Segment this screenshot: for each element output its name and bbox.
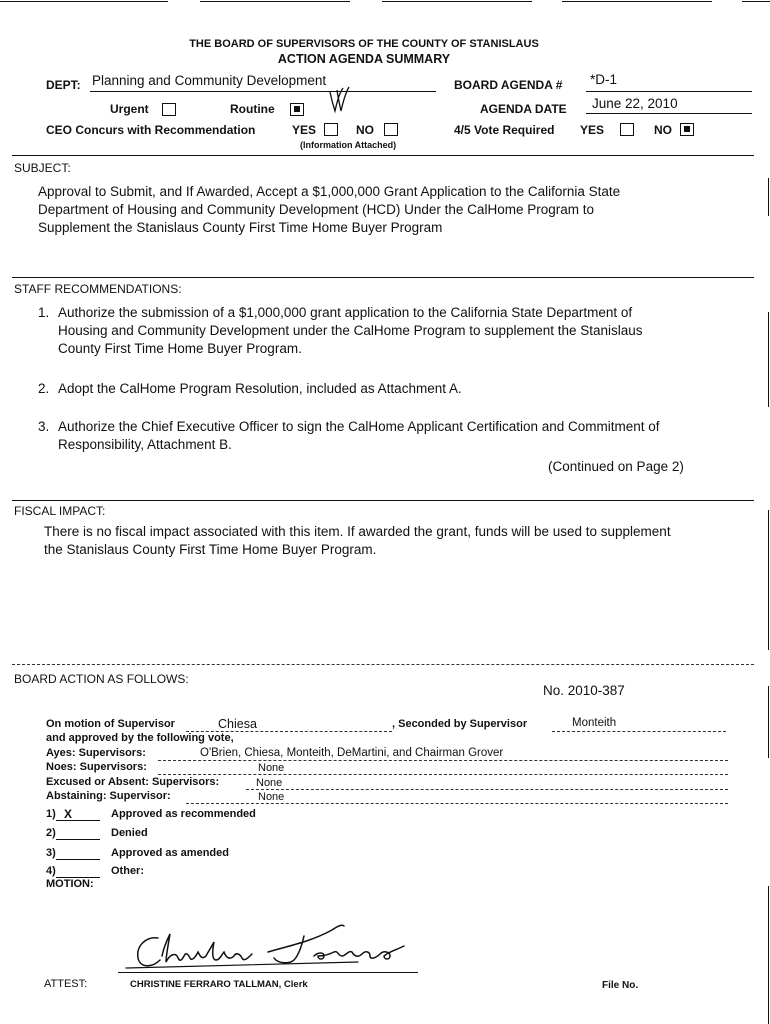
- margin-mark-3: [768, 510, 769, 650]
- option-number: 1): [46, 808, 56, 820]
- margin-mark-5: [768, 886, 769, 1024]
- seconded-label: , Seconded by Supervisor: [392, 718, 528, 730]
- staff-item-line: Authorize the Chief Executive Officer to sign the CalHome Applicant Certification and Commitment of: [58, 419, 660, 434]
- subject-label: SUBJECT:: [14, 161, 71, 175]
- dept-label: DEPT:: [46, 78, 81, 92]
- agenda-number-label: BOARD AGENDA #: [454, 78, 563, 92]
- vote45-no-label: NO: [654, 123, 672, 137]
- top-rule-5: [742, 1, 770, 2]
- continued-note: (Continued on Page 2): [548, 459, 684, 474]
- dept-underline: [90, 91, 436, 92]
- option-underline: [56, 820, 100, 821]
- margin-mark-2: [768, 312, 769, 407]
- subject-line: Approval to Submit, and If Awarded, Accept a $1,000,000 Grant Application to the California State: [38, 184, 621, 199]
- top-rule-2: [200, 1, 350, 2]
- staff-item-3: [38, 418, 758, 454]
- urgent-label: Urgent: [110, 102, 149, 116]
- motion-label: On motion of Supervisor: [46, 718, 175, 730]
- signature-line: [118, 972, 418, 973]
- excused-label: Excused or Absent: Supervisors:: [46, 776, 220, 788]
- vote45-yes-label: YES: [580, 123, 605, 137]
- noes-value: None: [258, 762, 285, 774]
- option-4: [46, 865, 346, 877]
- clerk-name: CHRISTINE FERRARO TALLMAN, Clerk: [130, 979, 308, 990]
- option-underline: [56, 859, 100, 860]
- motion-footer: MOTION:: [46, 878, 94, 890]
- staff-item-number: 1.: [38, 305, 50, 320]
- ceo-label: CEO Concurs with Recommendation: [46, 123, 256, 137]
- option-label: Approved as recommended: [111, 808, 256, 820]
- staff-item-line: Authorize the submission of a $1,000,000 grant application to the California State Department of: [58, 305, 633, 320]
- staff-item-line: Responsibility, Attachment B.: [58, 437, 232, 452]
- document-title: THE BOARD OF SUPERVISORS OF THE COUNTY OF STANISLAUS: [189, 38, 539, 50]
- option-number: 2): [46, 827, 56, 839]
- subject-line: Department of Housing and Community Development (HCD) Under the CalHome Program to: [38, 202, 594, 217]
- top-rule-3: [382, 1, 532, 2]
- file-number-label: File No.: [602, 980, 639, 991]
- vote45-no-checkbox[interactable]: [680, 123, 694, 136]
- document-subtitle: ACTION AGENDA SUMMARY: [277, 52, 451, 66]
- abstaining-underline: [186, 803, 728, 804]
- option-number: 3): [46, 847, 56, 859]
- dept-value: Planning and Community Development: [92, 73, 327, 88]
- option-label: Approved as amended: [111, 847, 229, 859]
- noes-label: Noes: Supervisors:: [46, 761, 147, 773]
- vote-line: and approved by the following vote,: [46, 732, 234, 744]
- routine-label: Routine: [230, 102, 275, 116]
- ceo-info-note: (Information Attached): [300, 140, 397, 150]
- agenda-date-underline: [586, 113, 752, 114]
- ayes-underline: [158, 760, 728, 761]
- option-label: Other:: [111, 865, 144, 877]
- abstaining-value: None: [258, 791, 285, 803]
- option-number: 4): [46, 865, 56, 877]
- vote45-yes-checkbox[interactable]: [620, 123, 634, 136]
- agenda-number-underline: [586, 91, 752, 92]
- subject-line: Supplement the Stanislaus County First Time Home Buyer Program: [38, 220, 443, 235]
- top-rule-4: [562, 1, 712, 2]
- ceo-yes-checkbox[interactable]: [324, 123, 338, 136]
- clerk-signature-icon: [118, 916, 428, 978]
- option-underline: [56, 839, 100, 840]
- fiscal-text: [44, 523, 766, 559]
- fiscal-line: the Stanislaus County First Time Home Buyer Program.: [44, 542, 377, 557]
- subject-divider: [12, 155, 754, 156]
- seconded-value: Monteith: [572, 717, 617, 729]
- vote45-label: 4/5 Vote Required: [454, 123, 555, 137]
- routine-checkbox[interactable]: [290, 103, 304, 116]
- option-3: [46, 847, 346, 859]
- option-2: [46, 827, 346, 839]
- motion-value: Chiesa: [218, 717, 257, 731]
- option-label: Denied: [111, 827, 148, 839]
- ceo-no-label: NO: [356, 123, 374, 137]
- top-rule-1: [0, 1, 168, 2]
- initials-scribble-icon: [326, 84, 352, 116]
- urgent-checkbox[interactable]: [162, 103, 176, 116]
- fiscal-divider: [12, 500, 754, 501]
- noes-underline: [158, 774, 728, 775]
- staff-item-number: 3.: [38, 419, 50, 434]
- board-action-label: BOARD ACTION AS FOLLOWS:: [14, 672, 189, 686]
- agenda-date-value: June 22, 2010: [592, 96, 678, 111]
- agenda-date-label: AGENDA DATE: [480, 102, 567, 116]
- subject-text: [38, 183, 758, 237]
- staff-item-line: Adopt the CalHome Program Resolution, included as Attachment A.: [58, 381, 462, 396]
- board-action-number: No. 2010-387: [543, 683, 625, 698]
- board-action-divider: [12, 664, 754, 665]
- staff-divider: [12, 277, 754, 278]
- fiscal-line: There is no fiscal impact associated with this item. If awarded the grant, funds will be used to supplement: [44, 524, 671, 539]
- staff-label: STAFF RECOMMENDATIONS:: [14, 282, 182, 296]
- ayes-value: O'Brien, Chiesa, Monteith, DeMartini, and Chairman Grover: [200, 747, 504, 759]
- ayes-label: Ayes: Supervisors:: [46, 747, 146, 759]
- staff-item-number: 2.: [38, 381, 50, 396]
- excused-underline: [246, 789, 728, 790]
- agenda-number-value: *D-1: [590, 72, 618, 87]
- ceo-no-checkbox[interactable]: [384, 123, 398, 136]
- option-mark[interactable]: X: [64, 807, 73, 821]
- staff-item-1: [38, 304, 758, 358]
- excused-value: None: [256, 777, 283, 789]
- option-1: [46, 808, 346, 820]
- seconded-underline: [552, 731, 726, 732]
- staff-item-2: [38, 380, 758, 398]
- margin-mark-4: [768, 686, 769, 758]
- abstaining-label: Abstaining: Supervisor:: [46, 790, 171, 802]
- margin-mark-1: [768, 178, 769, 216]
- staff-item-line: Housing and Community Development under the CalHome Program to supplement the Stanislaus: [58, 323, 643, 338]
- fiscal-label: FISCAL IMPACT:: [14, 504, 106, 518]
- staff-item-line: County First Time Home Buyer Program.: [58, 341, 302, 356]
- ceo-yes-label: YES: [292, 123, 317, 137]
- attest-label: ATTEST:: [44, 978, 88, 990]
